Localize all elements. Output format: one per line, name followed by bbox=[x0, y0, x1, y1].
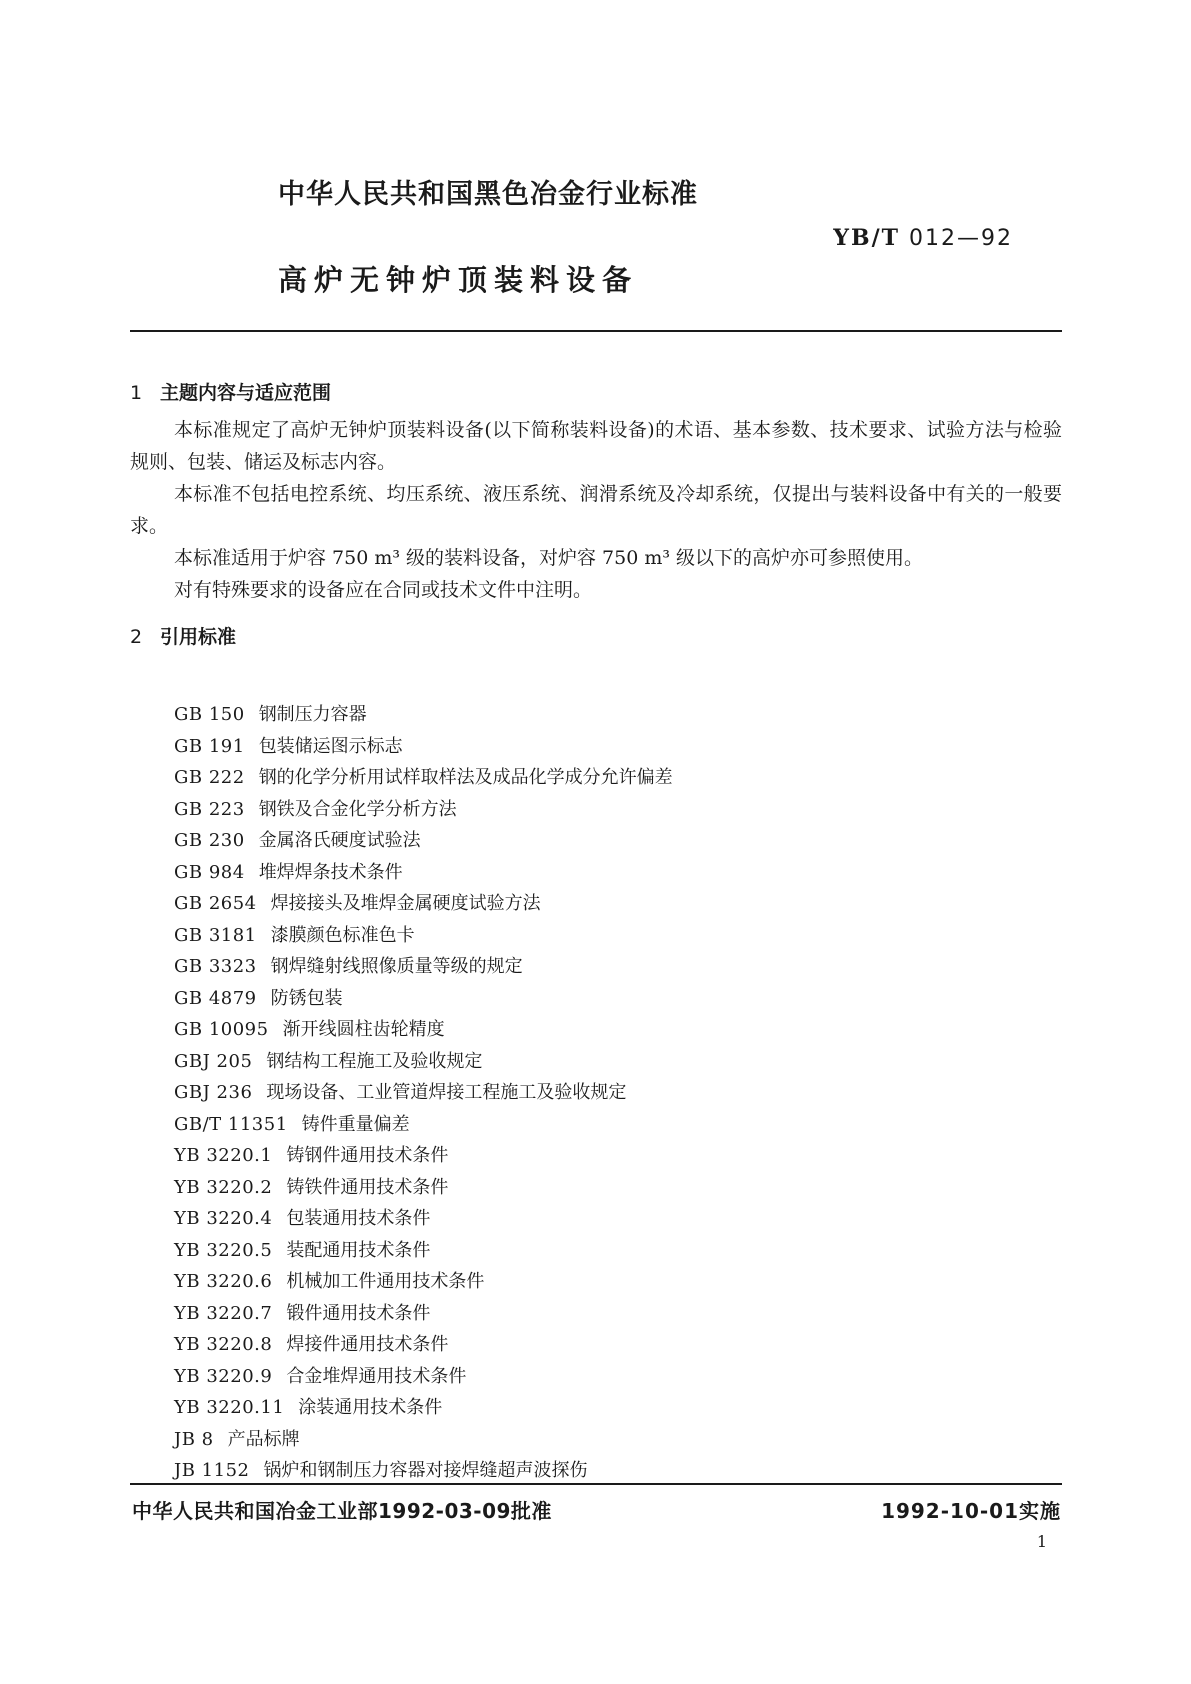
reference-title: 铸件重量偏差 bbox=[301, 1113, 410, 1135]
reference-code: GB 223 bbox=[174, 798, 245, 820]
reference-title: 包装储运图示标志 bbox=[258, 735, 403, 757]
reference-code: GB 3323 bbox=[174, 956, 257, 977]
reference-title: 产品标牌 bbox=[227, 1428, 300, 1450]
reference-code: YB 3220.8 bbox=[174, 1334, 273, 1355]
reference-title: 锻件通用技术条件 bbox=[286, 1302, 431, 1324]
implementation-date: 1992-10-01实施 bbox=[881, 1499, 1061, 1523]
section-1-paragraph: 对有特殊要求的设备应在合同或技术文件中注明。 bbox=[174, 579, 593, 601]
reference-title: 机械加工件通用技术条件 bbox=[286, 1271, 485, 1292]
section-2-number: 2 bbox=[130, 626, 143, 648]
reference-list bbox=[174, 699, 673, 1487]
reference-title: 钢制压力容器 bbox=[258, 704, 367, 725]
reference-item bbox=[174, 1298, 673, 1330]
section-1-title: 主题内容与适应范围 bbox=[160, 382, 332, 404]
reference-code: GB/T 11351 bbox=[174, 1113, 288, 1135]
reference-code: GB 150 bbox=[174, 704, 245, 725]
reference-item bbox=[174, 1203, 673, 1235]
reference-item bbox=[174, 888, 673, 920]
reference-item bbox=[174, 1235, 673, 1267]
reference-code: GBJ 205 bbox=[174, 1050, 253, 1072]
reference-item bbox=[174, 1424, 673, 1456]
reference-title: 现场设备、工业管道焊接工程施工及验收规定 bbox=[266, 1082, 627, 1103]
reference-item bbox=[174, 699, 673, 731]
document-title: 高炉无钟炉顶装料设备 bbox=[278, 263, 639, 297]
section-1-number: 1 bbox=[130, 382, 143, 404]
header-divider bbox=[130, 330, 1062, 332]
reference-title: 钢的化学分析用试样取样法及成品化学成分允许偏差 bbox=[258, 767, 673, 788]
reference-code: YB 3220.9 bbox=[174, 1365, 273, 1387]
reference-code: GB 4879 bbox=[174, 987, 257, 1009]
reference-code: JB 1152 bbox=[174, 1460, 250, 1481]
reference-item bbox=[174, 1361, 673, 1393]
reference-item bbox=[174, 920, 673, 952]
reference-title: 铸铁件通用技术条件 bbox=[286, 1176, 449, 1198]
reference-item bbox=[174, 1046, 673, 1078]
reference-item bbox=[174, 1077, 673, 1109]
reference-item bbox=[174, 1172, 673, 1204]
reference-title: 涂装通用技术条件 bbox=[298, 1397, 443, 1418]
reference-title: 金属洛氏硬度试验法 bbox=[258, 830, 421, 851]
standard-number: 012—92 bbox=[909, 226, 1013, 251]
section-1-paragraph: 本标准不包括电控系统、均压系统、液压系统、润滑系统及冷却系统，仅提出与装料设备中有关的一般要求。 bbox=[130, 483, 1062, 537]
section-1-paragraph: 本标准适用于炉容 750 m³ 级的装料设备，对炉容 750 m³ 级以下的高炉亦可参照使用。 bbox=[174, 547, 924, 569]
reference-title: 装配通用技术条件 bbox=[286, 1239, 431, 1261]
reference-code: GB 222 bbox=[174, 767, 245, 788]
reference-code: YB 3220.2 bbox=[174, 1176, 273, 1198]
reference-item bbox=[174, 1109, 673, 1141]
reference-title: 钢焊缝射线照像质量等级的规定 bbox=[270, 956, 523, 977]
reference-item bbox=[174, 762, 673, 794]
reference-code: YB 3220.6 bbox=[174, 1271, 273, 1292]
reference-code: GB 191 bbox=[174, 735, 245, 757]
reference-title: 焊接件通用技术条件 bbox=[286, 1334, 449, 1355]
reference-item bbox=[174, 1455, 673, 1487]
section-2-title: 引用标准 bbox=[160, 626, 237, 648]
reference-code: GB 230 bbox=[174, 830, 245, 851]
standard-code bbox=[833, 225, 1013, 251]
approval-line: 中华人民共和国冶金工业部1992-03-09批准 bbox=[132, 1499, 552, 1523]
section-1-paragraph: 本标准规定了高炉无钟炉顶装料设备(以下简称装料设备)的术语、基本参数、技术要求、试验方法与检验规则、包装、储运及标志内容。 bbox=[130, 419, 1062, 473]
reference-item bbox=[174, 1392, 673, 1424]
reference-title: 焊接接头及堆焊金属硬度试验方法 bbox=[270, 893, 541, 914]
reference-code: YB 3220.5 bbox=[174, 1239, 273, 1261]
reference-title: 合金堆焊通用技术条件 bbox=[286, 1365, 467, 1387]
reference-title: 包装通用技术条件 bbox=[286, 1208, 431, 1229]
reference-item bbox=[174, 1014, 673, 1046]
reference-code: GB 3181 bbox=[174, 924, 257, 946]
reference-item bbox=[174, 951, 673, 983]
reference-code: GB 10095 bbox=[174, 1019, 269, 1040]
reference-code: YB 3220.4 bbox=[174, 1208, 273, 1229]
section-1-heading bbox=[130, 378, 331, 405]
reference-item bbox=[174, 857, 673, 889]
reference-item bbox=[174, 1140, 673, 1172]
footer-divider bbox=[130, 1483, 1062, 1485]
reference-item bbox=[174, 1329, 673, 1361]
reference-item bbox=[174, 794, 673, 826]
reference-title: 漆膜颜色标准色卡 bbox=[270, 924, 415, 946]
reference-item bbox=[174, 731, 673, 763]
page-number: 1 bbox=[1036, 1532, 1047, 1551]
reference-item bbox=[174, 983, 673, 1015]
reference-title: 防锈包装 bbox=[270, 987, 343, 1009]
reference-code: GB 984 bbox=[174, 861, 245, 883]
reference-code: JB 8 bbox=[174, 1428, 214, 1450]
section-2-heading bbox=[130, 622, 236, 649]
industry-title: 中华人民共和国黑色冶金行业标准 bbox=[278, 179, 698, 210]
reference-code: GB 2654 bbox=[174, 893, 257, 914]
reference-title: 锅炉和钢制压力容器对接焊缝超声波探伤 bbox=[263, 1460, 588, 1481]
reference-item bbox=[174, 825, 673, 857]
reference-item bbox=[174, 1266, 673, 1298]
reference-code: GBJ 236 bbox=[174, 1082, 253, 1103]
reference-title: 渐开线圆柱齿轮精度 bbox=[282, 1019, 445, 1040]
reference-title: 铸钢件通用技术条件 bbox=[286, 1145, 449, 1166]
reference-title: 钢结构工程施工及验收规定 bbox=[266, 1050, 483, 1072]
reference-title: 堆焊焊条技术条件 bbox=[258, 861, 403, 883]
reference-title: 钢铁及合金化学分析方法 bbox=[258, 798, 457, 820]
reference-code: YB 3220.11 bbox=[174, 1397, 285, 1418]
reference-code: YB 3220.1 bbox=[174, 1145, 273, 1166]
reference-code: YB 3220.7 bbox=[174, 1302, 273, 1324]
standard-prefix: YB/T bbox=[833, 225, 900, 251]
